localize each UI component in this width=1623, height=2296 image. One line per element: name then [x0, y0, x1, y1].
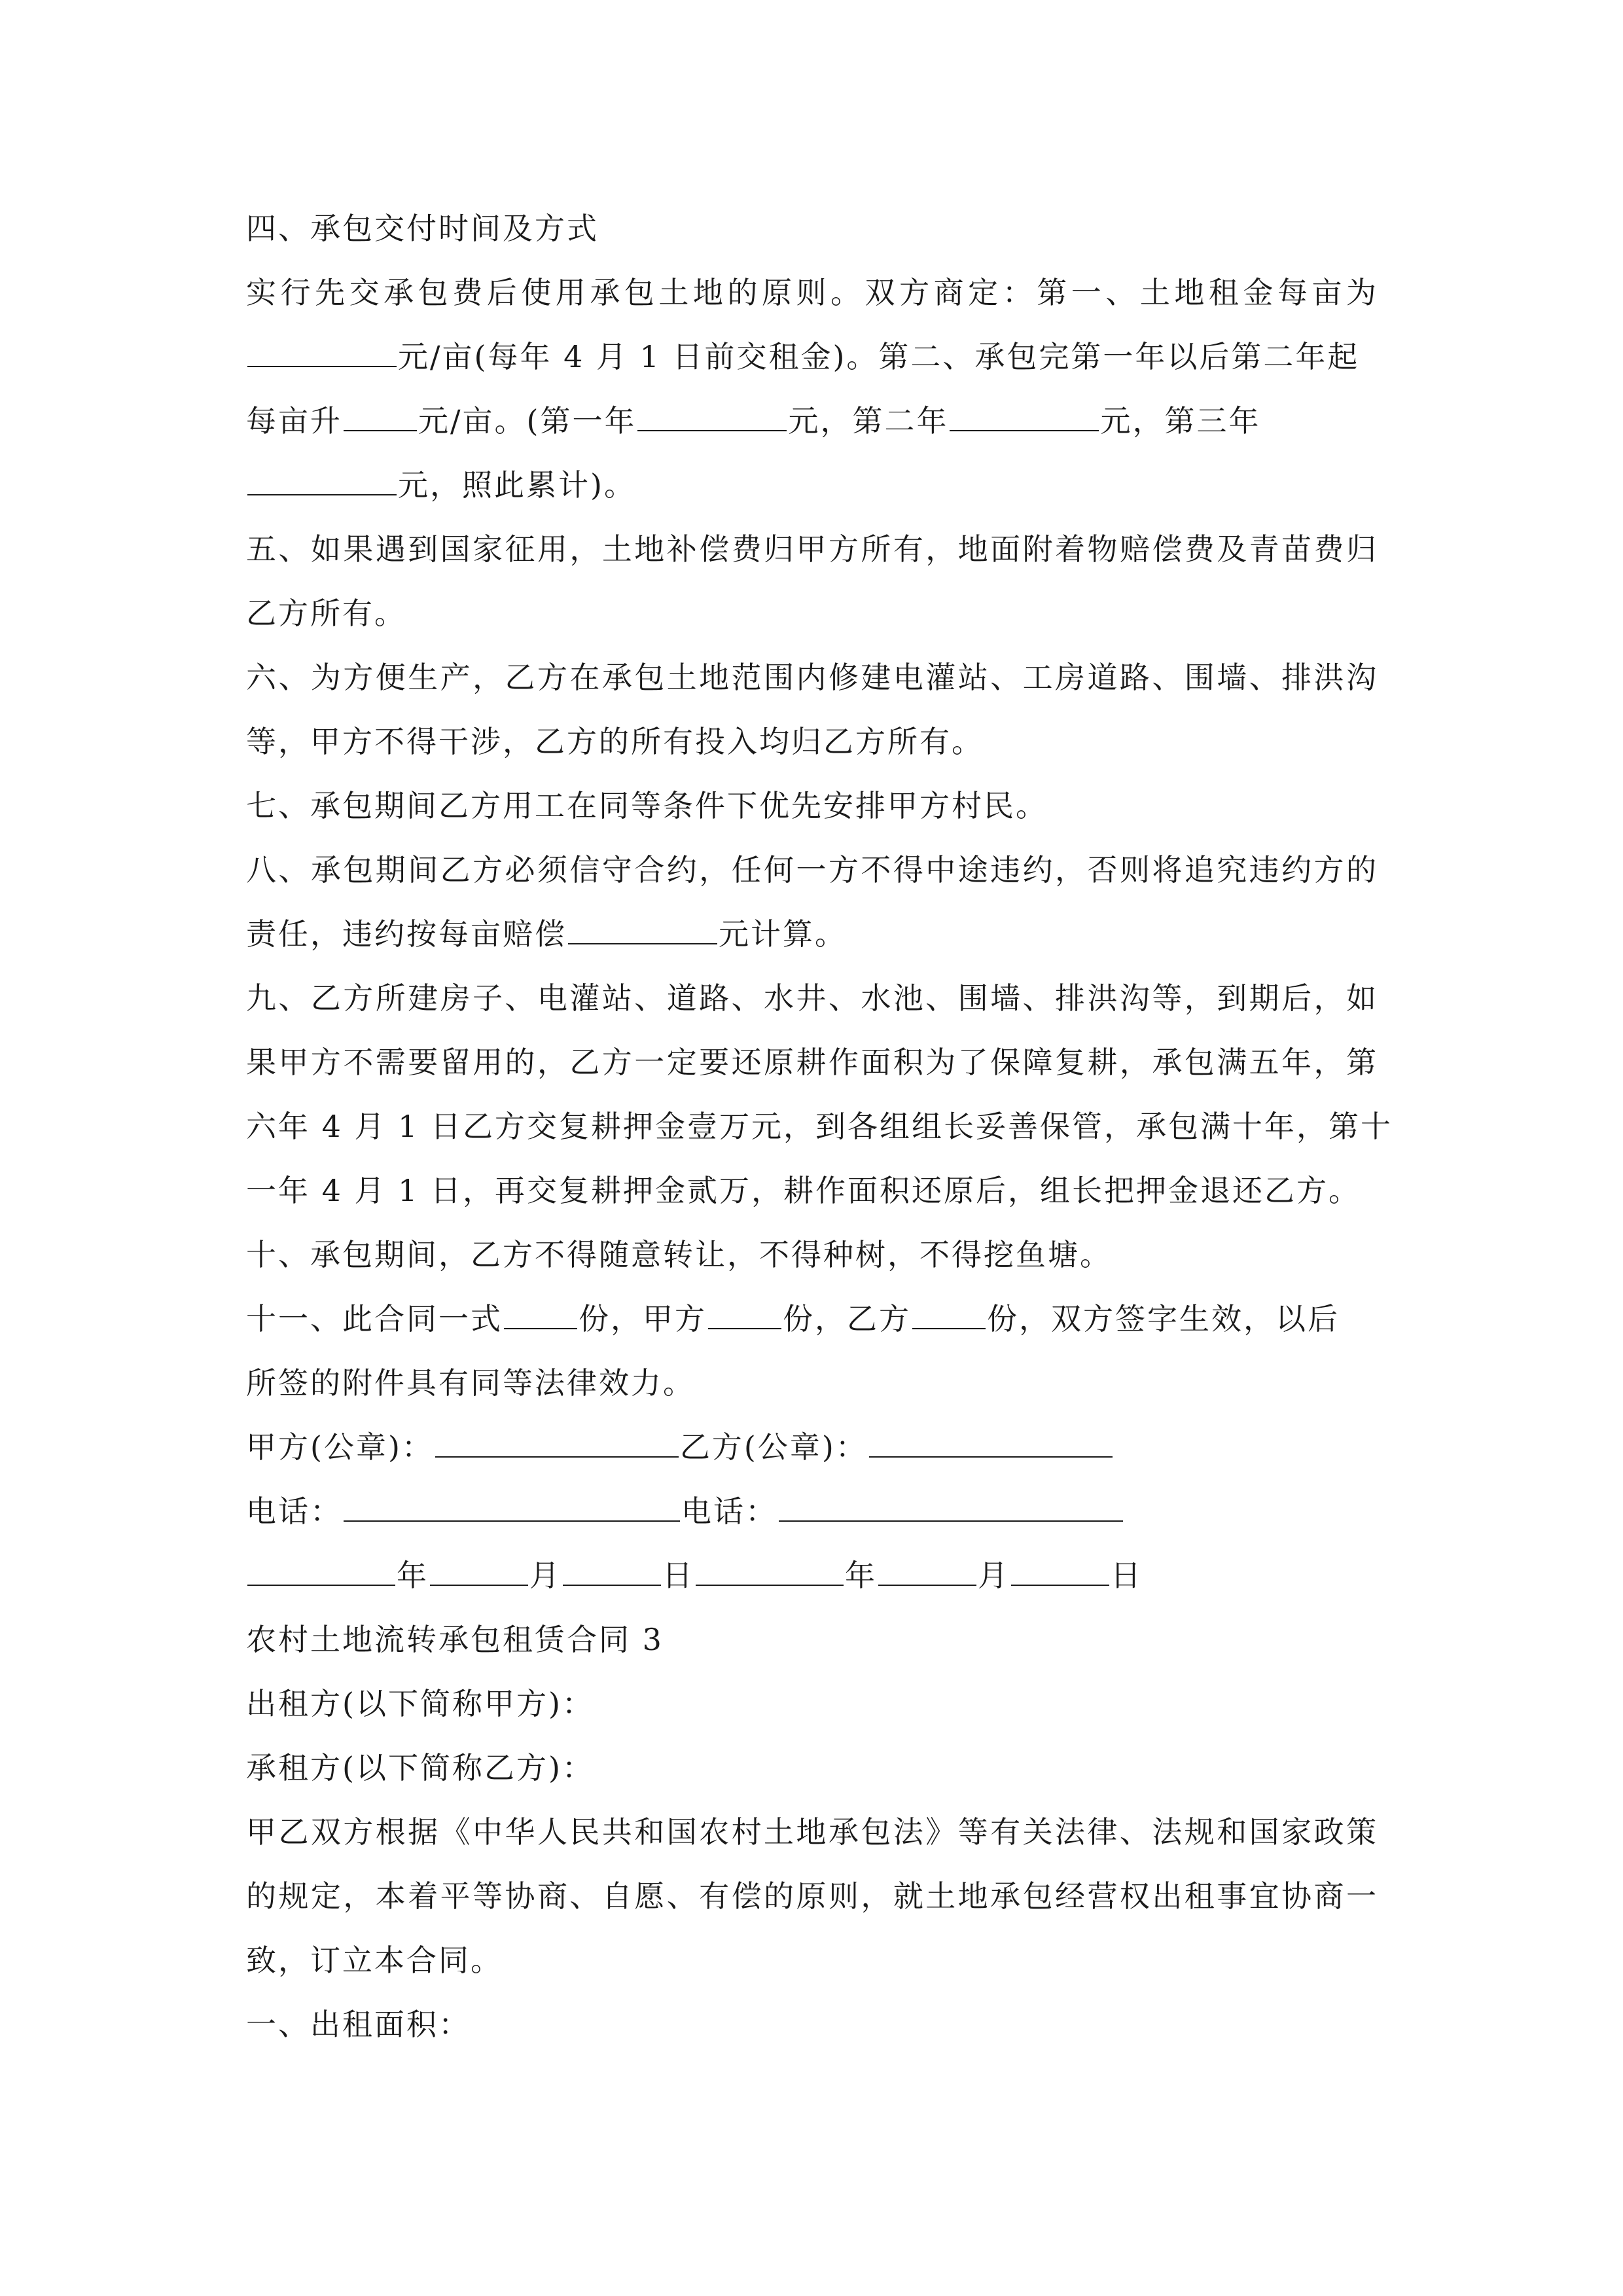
contract-3-intro-line-2: 的规定，本着平等协商、自愿、有偿的原则，就土地承包经营权出租事宜协商一	[246, 1878, 1378, 1914]
section-9-line-2: 果甲方不需要留用的，乙方一定要还原耕作面积为了保障复耕，承包满五年，第	[246, 1045, 1378, 1080]
date-line: 年 月 日 年 月 日	[246, 1543, 1378, 1607]
copies-total-blank[interactable]	[504, 1298, 577, 1329]
contract-3-intro-line-1: 甲乙双方根据《中华人民共和国农村土地承包法》等有关法律、法规和国家政策	[246, 1814, 1378, 1850]
section-6-line-1: 六、为方便生产，乙方在承包土地范围内修建电灌站、工房道路、围墙、排洪沟	[246, 660, 1378, 695]
section-8-line-1: 八、承包期间乙方必须信守合约，任何一方不得中途违约，否则将追究违约方的	[246, 852, 1378, 888]
party-a-phone-blank[interactable]	[344, 1490, 680, 1522]
section-4-line-4: 元，照此累计)。	[246, 453, 1378, 517]
section-9-line-4: 一年 4 月 1 日，再交复耕押金贰万，耕作面积还原后，组长把押金退还乙方。	[246, 1173, 1361, 1208]
section-9-line-3: 六年 4 月 1 日乙方交复耕押金壹万元，到各组组长妥善保管，承包满十年，第十	[246, 1109, 1393, 1144]
section-11-line-1: 十一、此合同一式 份，甲方 份，乙方 份，双方签字生效，以后	[246, 1287, 1378, 1351]
party-a-seal-blank[interactable]	[435, 1426, 679, 1458]
document-page	[246, 196, 1393, 2056]
section-11-line-2: 所签的附件具有同等法律效力。	[246, 1365, 695, 1401]
party-b-day-blank[interactable]	[1011, 1554, 1109, 1586]
party-a-month-blank[interactable]	[430, 1554, 528, 1586]
section-10-line-1: 十、承包期间，乙方不得随意转让，不得种树，不得挖鱼塘。	[246, 1237, 1112, 1272]
section-4-heading: 四、承包交付时间及方式	[246, 211, 599, 246]
telephone-line: 电话： 电话：	[246, 1479, 1378, 1543]
party-b-seal-blank[interactable]	[869, 1426, 1113, 1458]
party-b-year-blank[interactable]	[696, 1554, 844, 1586]
contract-3-lessor: 出租方(以下简称甲方)：	[246, 1686, 594, 1721]
contract-3-title: 农村土地流转承包租赁合同 3	[246, 1622, 664, 1657]
year-3-amount-blank[interactable]	[247, 464, 397, 495]
increase-per-mu-blank[interactable]	[344, 400, 417, 431]
section-4-line-3: 每亩升 元/亩。(第一年 元，第二年 元，第三年	[246, 389, 1378, 453]
section-9-line-1: 九、乙方所建房子、电灌站、道路、水井、水池、围墙、排洪沟等，到期后，如	[246, 980, 1378, 1016]
section-5-line-2: 乙方所有。	[246, 596, 406, 631]
party-a-year-blank[interactable]	[247, 1554, 395, 1586]
copies-party-b-blank[interactable]	[912, 1298, 986, 1329]
contract-3-section-1-heading: 一、出租面积：	[246, 2007, 471, 2042]
penalty-per-mu-blank[interactable]	[568, 913, 717, 944]
contract-3-lessee: 承租方(以下简称乙方)：	[246, 1750, 594, 1785]
year-1-amount-blank[interactable]	[637, 400, 787, 431]
signature-line: 甲方(公章)： 乙方(公章)：	[246, 1415, 1378, 1479]
section-6-line-2: 等，甲方不得干涉，乙方的所有投入均归乙方所有。	[246, 724, 984, 759]
party-b-month-blank[interactable]	[878, 1554, 976, 1586]
section-4-line-2: 元/亩(每年 4 月 1 日前交租金)。第二、承包完第一年以后第二年起	[246, 325, 1378, 389]
rent-per-mu-blank[interactable]	[247, 336, 397, 367]
contract-3-intro-line-3: 致，订立本合同。	[246, 1943, 503, 1978]
party-b-phone-blank[interactable]	[779, 1490, 1123, 1522]
section-4-line-1: 实行先交承包费后使用承包土地的原则。双方商定：第一、土地租金每亩为	[246, 275, 1378, 310]
section-8-line-2: 责任，违约按每亩赔偿 元计算。	[246, 902, 1378, 966]
section-7-line-1: 七、承包期间乙方用工在同等条件下优先安排甲方村民。	[246, 788, 1048, 823]
copies-party-a-blank[interactable]	[708, 1298, 781, 1329]
year-2-amount-blank[interactable]	[950, 400, 1099, 431]
party-a-day-blank[interactable]	[563, 1554, 661, 1586]
section-5-line-1: 五、如果遇到国家征用，土地补偿费归甲方所有，地面附着物赔偿费及青苗费归	[246, 531, 1378, 567]
